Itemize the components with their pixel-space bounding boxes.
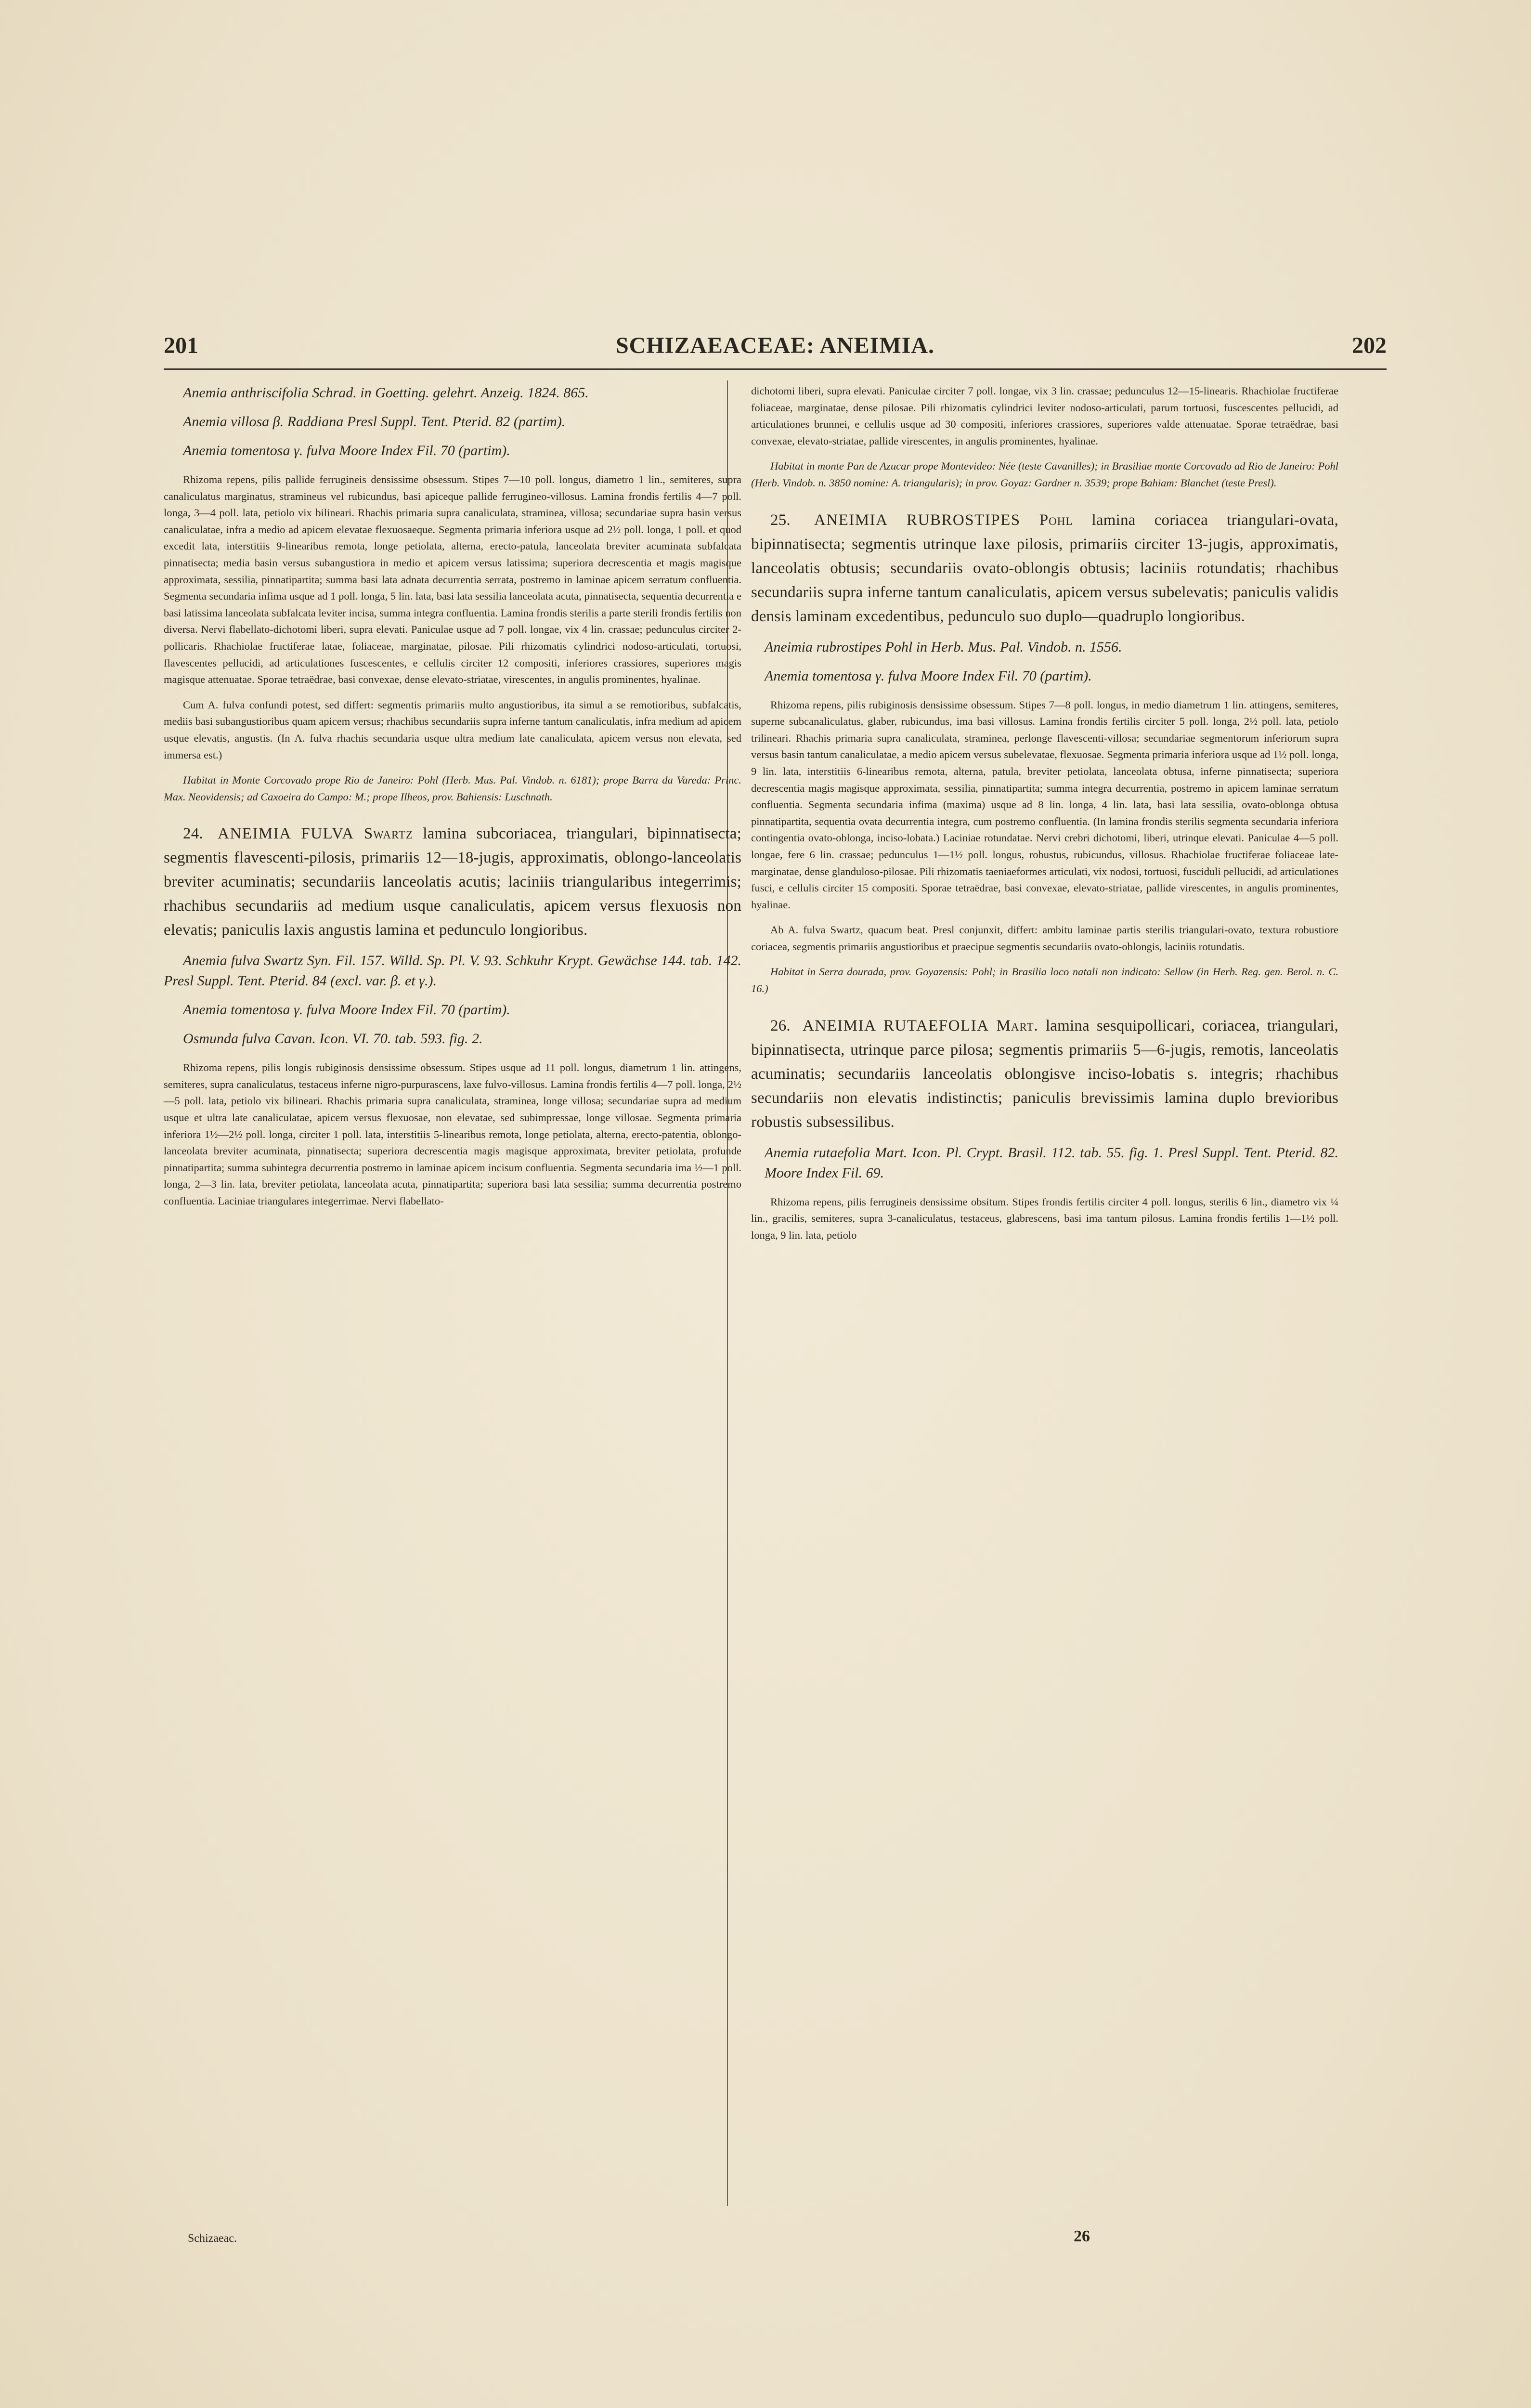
- species-diagnosis-text: lamina subcoriacea, triangulari, bipinnatisecta; segmentis flavescenti-pilosis, primariis 12—18-jugis, approximatis, oblongo-lanceolatis breviter acuminatis; secundariis lanceolatis acutis; laciniis triangularibus integerrimis; rhachibus secundariis ad medium usque canaliculatis, apicem versus flexuosis non elevatis; paniculis laxis angustis lamina et pedunculo longioribus.: [164, 825, 741, 939]
- synonym: Anemia tomentosa γ. fulva Moore Index Fil. 70 (partim).: [765, 667, 1092, 684]
- note-paragraph: Cum A. fulva confundi potest, sed differt: segmentis primariis multo angustioribus, ita simul a se remotioribus, subfalcatis, mediis basi subangustioribus quam apicem versus; rhachibus secundariis supra inferne tantum canaliculatis, infra medium ad apicem usque elevatis, angustis. (In A. fulva rhachis secundaria usque ultra medium late canaliculata, apicem versus non elevata, sed immersa est.): [164, 698, 741, 761]
- species-name: ANEIMIA RUTAEFOLIA: [802, 1017, 989, 1034]
- left-column: [164, 383, 741, 1218]
- description-paragraph: Rhizoma repens, pilis pallide ferrugineis densissime obsessum. Stipes 7—10 poll. longus, diametro 1 lin., semiteres, supra canaliculatus marginatus, stramineus vel rubicundus, basi apiceque pallide ferrugineo-villosus. Lamina frondis fertilis 4—7 poll. longa, 3—4 poll. lata, petiolo vix bilineari. Rhachis primaria supra canaliculata, straminea, villosa; secundariae supra basin versus canaliculatae, infra a medio ad apicem elevatae flexuosaeque. Segmenta primaria inferiora usque ad 2½ poll. longa, 1 poll. et quod excedit lata, interstitiis 9-linearibus remota, longe petiolata, alterna, erecto-patula, lanceolata breviter acuminata subfalcata pinnatisecta; media basin versus subangustiora in medio et apicem versus latissima; superiora decrescentia et magis magisque approximata, sessilia, pinnatipartita; summa basi lata adnata decurrentia serrata, postremo in laminae apicem serratum confluentia. Segmenta secundaria infima usque ad 1 poll. longa, 5 lin. lata, basi lata sessilia lanceolata acuta, pinnatisecta, sequentia decurrentia e basi latissima lanceolata subfalcata leviter incisa, summa integra confluentia. Lamina frondis sterilis a parte sterili frondis fertilis non diversa. Nervi flabellato-dichotomi liberi, supra elevati. Paniculae usque ad 7 poll. longae, vix 4 lin. crassae; pedunculus circiter 2-pollicaris. Rhachiolae fructiferae latae, foliaceae, marginatae, pilosae. Pili rhizomatis cylindrici nodoso-articulati, tortuosi, flavescentes pellucidi, ad articulationes fuscescentes, e cellulis circiter 12 compositi, inferiores crassiores, superiores magis magisque attenuatae. Sporae tetraëdrae, basi convexae, dense elevato-striatae, virescentes, in angulis prominentes, hyalinae.: [164, 473, 741, 686]
- habitat-paragraph: Habitat in Monte Corcovado prope Rio de Janeiro: Pohl (Herb. Mus. Pal. Vindob. n. 6181); prope Barra da Vareda: Princ. Max. Neovidensis; ad Caxoeira do Campo: M.; prope Ilheos, prov. Bahiensis: Luschnath.: [164, 774, 741, 803]
- habitat-paragraph: Habitat in Serra dourada, prov. Goyazensis: Pohl; in Brasilia loco natali non indicato: Sellow (in Herb. Reg. gen. Berol. n. C. 16.): [751, 966, 1338, 995]
- note-paragraph: Ab A. fulva Swartz, quacum beat. Presl conjunxit, differt: ambitu laminae partis sterilis triangulari-ovato, textura robustiore coriacea, segmentis primariis angustioribus et praecipue segmentis secundariis ovato-oblongis, laciniis rotundatis.: [751, 924, 1338, 953]
- species-diagnosis-25: [751, 508, 1338, 628]
- page-header: [164, 332, 1387, 371]
- running-title: SCHIZAEACEAE: ANEIMIA.: [615, 333, 935, 358]
- synonym: Anemia anthriscifolia Schrad. in Goetting. gelehrt. Anzeig. 1824. 865.: [183, 385, 589, 401]
- species-diagnosis-text: lamina sesquipollicari, coriacea, triangulari, bipinnatisecta, utrinque parce pilosa; segmentis primariis 5—6-jugis, remotis, lanceolatis acuminatis; secundariis lanceolatis oblongisve inciso-lobatis s. integris; rhachibus secundariis non elevatis indistinctis; paniculis brevissimis lamina duplo brevioribus robustis subsessilibus.: [751, 1017, 1339, 1131]
- synonym: Anemia tomentosa γ. fulva Moore Index Fil. 70 (partim).: [183, 443, 510, 458]
- species-number: 26.: [770, 1017, 791, 1034]
- synonym: Aneimia rubrostipes Pohl in Herb. Mus. Pal. Vindob. n. 1556.: [765, 639, 1122, 655]
- page-number-right: 202: [1352, 333, 1387, 358]
- species-author: Pohl: [1039, 511, 1073, 529]
- synonym: Anemia villosa β. Raddiana Presl Suppl. Tent. Pterid. 82 (partim).: [183, 414, 566, 430]
- habitat-paragraph: Habitat in monte Pan de Azucar prope Montevideo: Née (teste Cavanilles); in Brasiliae monte Corcovado ad Rio de Janeiro: Pohl (Herb. Vindob. n. 3850 nomine: A. triangularis); in prov. Goyaz: Gardner n. 3539; prope Bahiam: Blanchet (teste Presl).: [751, 460, 1338, 489]
- species-name: ANEIMIA FULVA: [218, 825, 354, 843]
- header-rule: [164, 368, 1387, 370]
- description-continuation: dichotomi liberi, supra elevati. Paniculae circiter 7 poll. longae, vix 3 lin. crassae; pedunculus 12—15-linearis. Rhachiolae fructiferae foliaceae, marginatae, dense pilosae. Pili rhizomatis cylindrici leviter nodoso-articulati, parum tortuosi, fuscescentes pellucidi, ad articulationes brunnei, e cellulis usque ad 30 compositi, inferiores crassiores, superiores valde attenuatae. Sporae tetraëdrae, basi convexae, elevato-striatae, pallide virescentes, in angulis prominentes, hyalinae.: [751, 385, 1338, 447]
- signature-mark: Schizaeac.: [188, 2232, 237, 2245]
- species-author: Mart.: [996, 1017, 1038, 1034]
- species-name: ANEIMIA RUBROSTIPES: [814, 511, 1021, 529]
- description-paragraph: Rhizoma repens, pilis longis rubiginosis densissime obsessum. Stipes usque ad 11 poll. longus, diametrum 1 lin. attingens, semiteres, supra canaliculatus, testaceus inferne nigro-purpurascens, laxe fulvo-villosus. Lamina frondis fertilis 4—7 poll. longa, 2½—5 poll. lata, petiolo vix bilineari. Rhachis primaria supra canaliculata, straminea, longe villosa; secundariae supra ad medium usque et ultra late canaliculatae, apicem versus flexuosae, non elevatae, sed subimpressae, longe villosae. Segmenta primaria inferiora 1½—2½ poll. longa, circiter 1 poll. lata, interstitiis 5-linearibus remota, longe petiolata, alterna, erecto-patentia, oblongo-lanceolata breviter acuminata, pinnatisecta; superiora decrescentia magis magisque approximata, breviter petiolata, profunde pinnatipartita; summa subintegra decurrentia postremo in laminae apicem incisum confluentia. Segmenta secundaria ima ½—1 poll. longa, 2—3 lin. lata, breviter petiolata, lanceolata acuta, pinnatipartita; superiora basi lata sessilia; summa decurrentia postremo confluentia. Laciniae triangulares integerrimae. Nervi flabellato-: [164, 1061, 741, 1207]
- description-paragraph: Rhizoma repens, pilis ferrugineis densissime obsitum. Stipes frondis fertilis circiter 4 poll. longus, sterilis 6 lin., diametro vix ¼ lin., gracilis, semiteres, supra 3-canaliculatus, testaceus, glabrescens, basi ima tantum pilosus. Lamina frondis fertilis 1—1½ poll. longa, 9 lin. lata, petiolo: [751, 1195, 1338, 1241]
- page-number-left: 201: [164, 333, 198, 358]
- species-diagnosis-text: lamina coriacea triangulari-ovata, bipinnatisecta; segmentis utrinque laxe pilosis, primariis circiter 13-jugis, approximatis, lanceolatis obtusis; secundariis ovato-oblongis obtusis; laciniis rotundatis; rhachibus secundariis supra inferne tantum canaliculatis, apicem versus subelevatis; paniculis validis densis laminam excedentibus, pedunculo suo duplo—quadruplo longioribus.: [751, 511, 1338, 625]
- species-author: Swartz: [363, 825, 414, 843]
- sheet-number: 26: [1074, 2227, 1090, 2245]
- species-number: 24.: [183, 825, 203, 843]
- synonym: Anemia tomentosa γ. fulva Moore Index Fil. 70 (partim).: [183, 1002, 510, 1018]
- synonym: Anemia fulva Swartz Syn. Fil. 157. Willd. Sp. Pl. V. 93. Schkuhr Krypt. Gewächse 144. tab. 142. Presl Suppl. Tent. Pterid. 84 (excl. var. β. et γ.).: [164, 953, 741, 989]
- species-diagnosis-24: [164, 822, 741, 942]
- synonym: Anemia rutaefolia Mart. Icon. Pl. Crypt. Brasil. 112. tab. 55. fig. 1. Presl Suppl. Tent. Pterid. 82. Moore Index Fil. 69.: [765, 1144, 1338, 1181]
- description-paragraph: Rhizoma repens, pilis rubiginosis densissime obsessum. Stipes 7—8 poll. longus, in medio diametrum 1 lin. attingens, semiteres, superne subcanaliculatus, glaber, rubicundus, ima basi villosus. Lamina frondis fertilis circiter 5 poll. longa, 2½ poll. lata, petiolo trilineari. Rhachis primaria supra canaliculata, straminea, perlonge flavescenti-villosa; secundariae segmentorum inferiorum supra versus basin tantum canaliculatae, a medio apicem versus subelevatae, flexuosae. Segmenta primaria inferiora usque ad 1½ poll. longa, 9 lin. lata, interstitiis 6-linearibus remota, alterna, patula, breviter petiolata, lanceolata obtusa, inferne pinnatisecta; superiora decrescentia magis magisque approximata, sessilia, pinnatipartita; summa integra decurrentia, postremo in apicem laminae serratum confluentia. Segmenta secundaria infima (maxima) usque ad 8 lin. longa, 4 lin. lata, basi lata sessilia, ovato-oblonga obtusa pinnatipartita, sequentia ovata decurrentia integra, cum postremo confluentia. (In lamina frondis sterilis segmenta secundaria inferiora contingentia ovato-oblonga, inciso-lobata.) Laciniae rotundatae. Nervi crebri dichotomi, liberi, utrinque elevati. Paniculae 4—5 poll. longae, fere 6 lin. crassae; pedunculus 1—1½ poll. longus, robustus, rubicundus, villosus. Rhachiolae fructiferae foliaceae late-marginatae, dense glanduloso-pilosae. Pili rhizomatis taeniaeformes articulati, vix nodosi, tortuosi, fusciduli pellucidi, ad articulationes fusci, e cellulis circiter 15 compositi. Sporae tetraëdrae, basi convexae, elevato-striatae, pallide virescentes, in angulis prominentes, hyalinae.: [751, 698, 1338, 911]
- species-number: 25.: [770, 511, 791, 529]
- synonym: Osmunda fulva Cavan. Icon. VI. 70. tab. 593. fig. 2.: [183, 1031, 483, 1047]
- right-column: [751, 383, 1338, 1252]
- species-diagnosis-26: [751, 1014, 1338, 1134]
